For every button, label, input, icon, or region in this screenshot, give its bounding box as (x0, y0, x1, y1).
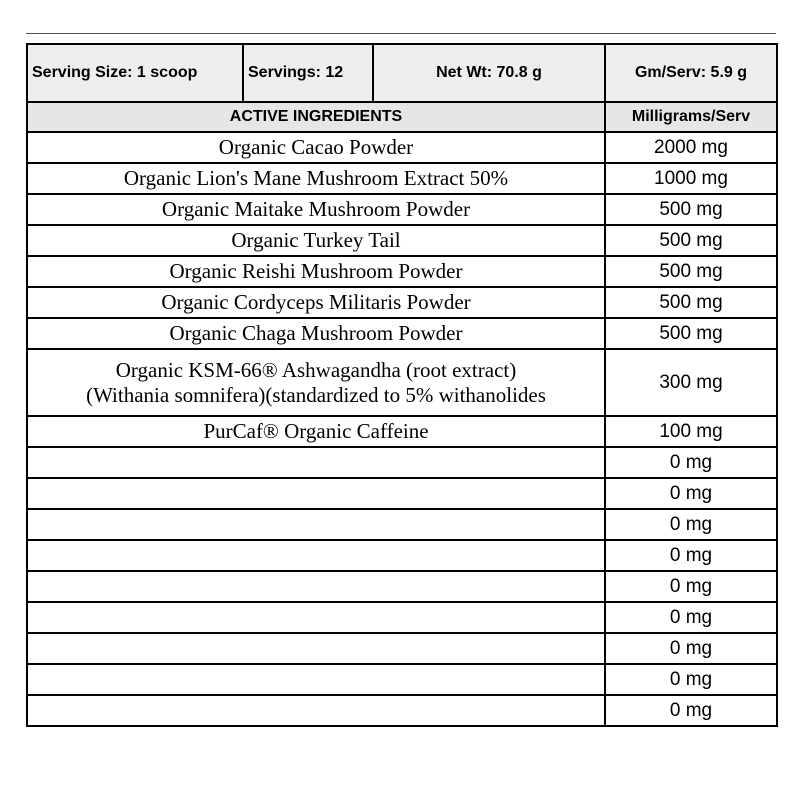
table-row (27, 318, 777, 349)
ingredient-name (27, 602, 605, 633)
milligrams-heading: Milligrams/Serv (605, 102, 777, 132)
table-row (27, 571, 777, 602)
ingredient-name-line-2: (Withania somnifera)(standardized to 5% withanolides (86, 382, 546, 407)
grams-per-serving-cell: Gm/Serv: 5.9 g (605, 44, 777, 102)
table-row (27, 163, 777, 194)
active-ingredients-heading: ACTIVE INGREDIENTS (27, 102, 605, 132)
ingredient-amount: 500 mg (605, 256, 777, 287)
ingredient-amount: 0 mg (605, 540, 777, 571)
ingredient-name: Organic Reishi Mushroom Powder (27, 256, 605, 287)
ingredient-name (27, 633, 605, 664)
ingredient-name: Organic Chaga Mushroom Powder (27, 318, 605, 349)
table-row (27, 349, 777, 416)
ingredient-amount: 0 mg (605, 695, 777, 726)
ingredient-name (27, 478, 605, 509)
serving-size-cell: Serving Size: 1 scoop (27, 44, 243, 102)
ingredient-name (27, 695, 605, 726)
top-divider (26, 33, 776, 34)
subheader-row (27, 102, 777, 132)
ingredient-name: Organic Cordyceps Militaris Powder (27, 287, 605, 318)
ingredient-name (27, 571, 605, 602)
ingredient-amount: 0 mg (605, 602, 777, 633)
table-row (27, 256, 777, 287)
table-row (27, 225, 777, 256)
table-row (27, 287, 777, 318)
ingredient-amount: 0 mg (605, 447, 777, 478)
table-row (27, 695, 777, 726)
ingredient-name (27, 540, 605, 571)
table-row (27, 132, 777, 163)
ingredient-amount: 0 mg (605, 509, 777, 540)
ingredient-name: PurCaf® Organic Caffeine (27, 416, 605, 447)
table-row (27, 509, 777, 540)
ingredient-amount: 0 mg (605, 664, 777, 695)
ingredient-name (27, 349, 605, 416)
ingredient-amount: 2000 mg (605, 132, 777, 163)
ingredient-name: Organic Turkey Tail (27, 225, 605, 256)
ingredient-amount: 500 mg (605, 287, 777, 318)
ingredient-amount: 100 mg (605, 416, 777, 447)
ingredient-name (27, 447, 605, 478)
table-row (27, 633, 777, 664)
ingredient-amount: 300 mg (605, 349, 777, 416)
ingredient-name (27, 664, 605, 695)
ingredient-amount: 1000 mg (605, 163, 777, 194)
table-row (27, 194, 777, 225)
ingredient-amount: 0 mg (605, 571, 777, 602)
servings-cell: Servings: 12 (243, 44, 373, 102)
ingredient-amount: 500 mg (605, 225, 777, 256)
ingredient-name: Organic Lion's Mane Mushroom Extract 50% (27, 163, 605, 194)
table-row (27, 540, 777, 571)
header-row (27, 44, 777, 102)
ingredient-name-line-1: Organic KSM-66® Ashwagandha (root extract) (115, 357, 517, 382)
ingredient-amount: 500 mg (605, 318, 777, 349)
ingredient-amount: 500 mg (605, 194, 777, 225)
ingredient-amount: 0 mg (605, 633, 777, 664)
supplement-facts-table (26, 43, 778, 727)
ingredient-name: Organic Cacao Powder (27, 132, 605, 163)
table-row (27, 447, 777, 478)
table-row (27, 478, 777, 509)
ingredient-amount: 0 mg (605, 478, 777, 509)
table-row (27, 416, 777, 447)
table-row (27, 664, 777, 695)
ingredient-name: Organic Maitake Mushroom Powder (27, 194, 605, 225)
table-row (27, 602, 777, 633)
net-weight-cell: Net Wt: 70.8 g (373, 44, 605, 102)
ingredient-name (27, 509, 605, 540)
